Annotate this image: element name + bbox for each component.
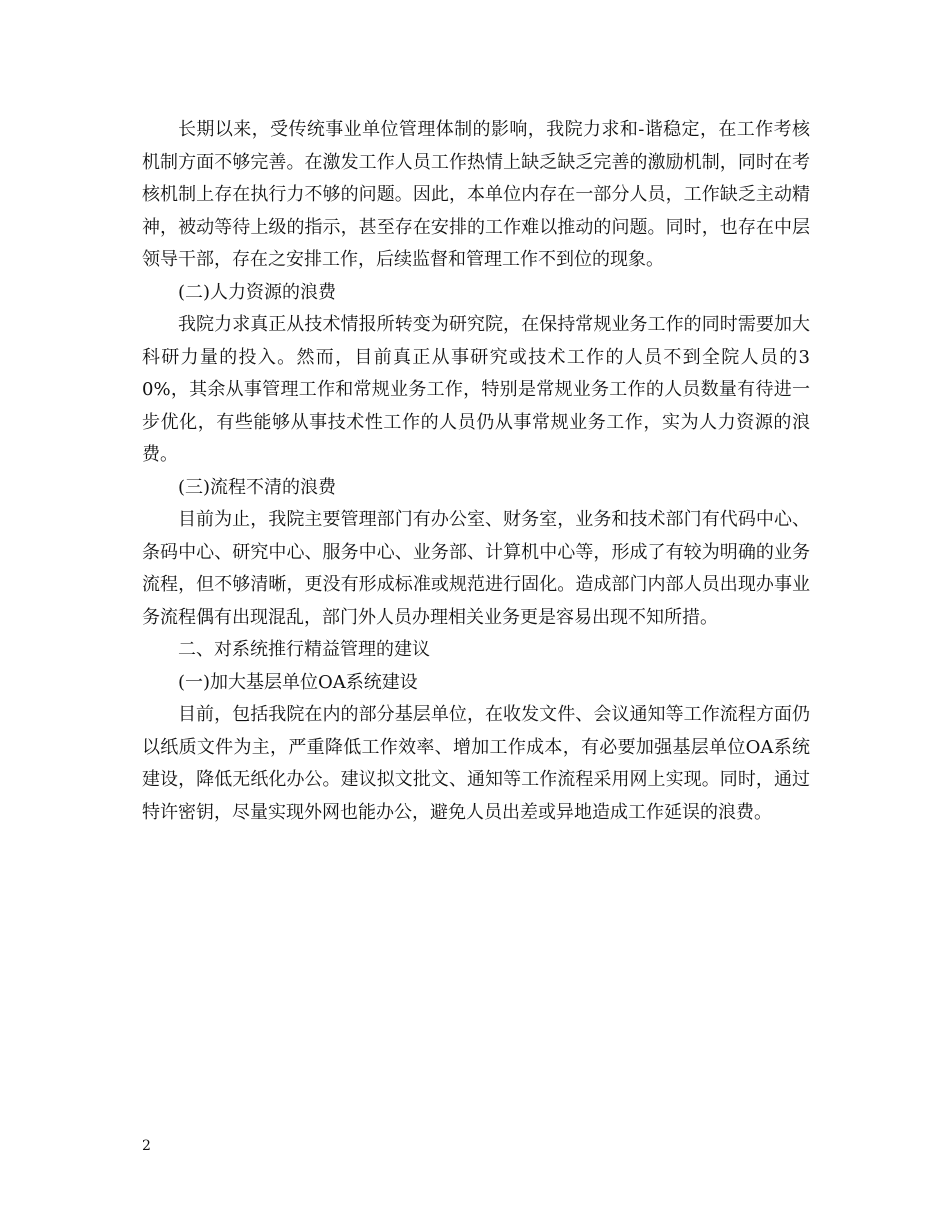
- section-heading-oa-system: (一)加大基层单位OA系统建设: [178, 671, 418, 693]
- section-heading-suggestions: 二、对系统推行精益管理的建议: [178, 639, 430, 660]
- document-body: [142, 114, 810, 829]
- paragraph-unclear-process: 目前为止，我院主要管理部门有办公室、财务室，业务和技术部门有代码中心、条码中心、研究中心、服务中心、业务部、计算机中心等，形成了有较为明确的业务流程，但不够清晰，更没有形成标准或规范进行固化。造成部门内部人员出现办事业务流程偶有出现混乱，部门外人员办理相关业务更是容易出现不知所措。: [142, 509, 810, 628]
- paragraph-assessment-mechanism: 长期以来，受传统事业单位管理体制的影响，我院力求和-谐稳定，在工作考核机制方面不够完善。在激发工作人员工作热情上缺乏缺乏完善的激励机制，同时在考核机制上存在执行力不够的问题。因此，本单位内存在一部分人员，工作缺乏主动精神，被动等待上级的指示，甚至存在安排的工作难以推动的问题。同时，也存在中层领导干部，存在之安排工作，后续监督和管理工作不到位的现象。: [142, 119, 810, 270]
- page-number: 2: [142, 1138, 151, 1154]
- section-heading-unclear-process: (三)流程不清的浪费: [178, 476, 337, 498]
- paragraph-oa-system: 目前，包括我院在内的部分基层单位，在收发文件、会议通知等工作流程方面仍以纸质文件为主，严重降低工作效率、增加工作成本，有必要加强基层单位OA系统建设，降低无纸化办公。建议拟文批文、通知等工作流程采用网上实现。同时，通过特许密钥，尽量实现外网也能办公，避免人员出差或异地造成工作延误的浪费。: [142, 704, 810, 823]
- section-heading-human-resources: (二)人力资源的浪费: [178, 281, 337, 303]
- paragraph-human-resources: 我院力求真正从技术情报所转变为研究院，在保持常规业务工作的同时需要加大科研力量的投入。然而，目前真正从事研究或技术工作的人员不到全院人员的30%，其余从事管理工作和常规业务工作，特别是常规业务工作的人员数量有待进一步优化，有些能够从事技术性工作的人员仍从事常规业务工作，实为人力资源的浪费。: [142, 314, 810, 465]
